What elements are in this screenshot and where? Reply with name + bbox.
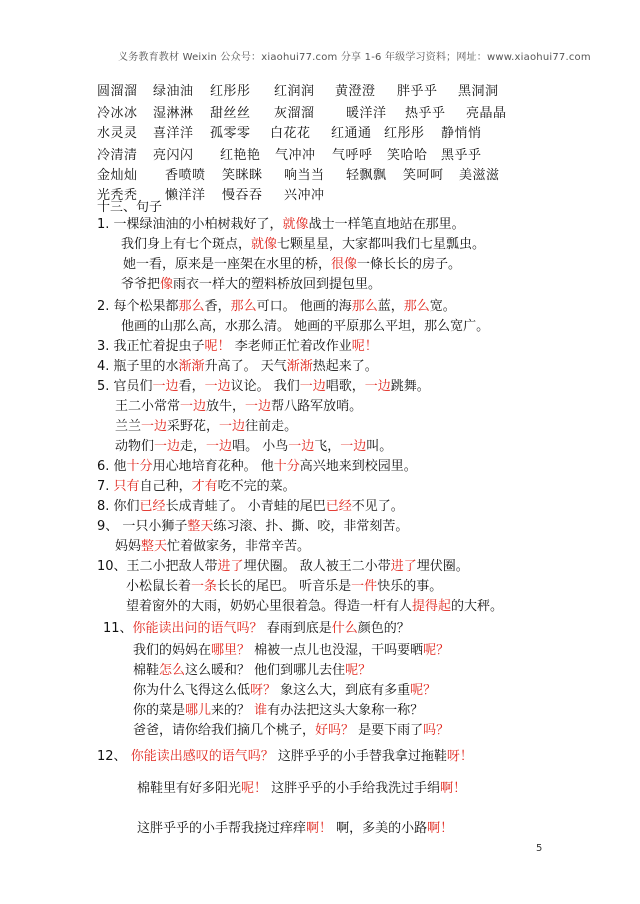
sentence-line [133, 723, 449, 739]
highlight-text: 就像 [282, 217, 309, 232]
highlight-text: 谁 [254, 703, 268, 718]
sentence-text: 6. 他 [97, 459, 127, 474]
word-item: 黄澄澄 [335, 84, 376, 99]
sentence-text: 小松鼠长着 [126, 579, 192, 594]
sentence-line [133, 683, 436, 699]
highlight-text: 只有 [113, 479, 140, 494]
sentence-text: 7. [97, 479, 114, 494]
word-item: 喜洋洋 [153, 126, 194, 141]
sentence-text: 可口。 他画的海 [256, 299, 352, 314]
sentence-text: 走， [180, 439, 207, 454]
highlight-text: 渐渐 [286, 359, 313, 374]
sentence-text: 春雨到底是 [262, 621, 332, 636]
sentence-text: 往前走。 [245, 419, 298, 434]
sentence-text: 爸爸，请你给我们摘几个桃子， [133, 723, 316, 738]
word-item: 轻飘飘 [346, 168, 387, 183]
word-item: 甜丝丝 [210, 106, 251, 121]
word-item: 懒洋洋 [165, 188, 206, 203]
highlight-text: 一边 [364, 379, 391, 394]
sentence-text: 看， [178, 379, 205, 394]
word-item: 笑眯眯 [222, 168, 263, 183]
sentence-text: 3. 我正忙着捉虫子 [97, 339, 205, 354]
sentence-text: 唱歌， [325, 379, 365, 394]
sentence-text: 是要下雨了 [354, 723, 424, 738]
highlight-text: 呢！ [204, 339, 231, 354]
sentence-text: 议论。 我们 [230, 379, 300, 394]
word-item: 冷清清 [97, 148, 138, 163]
sentence-text: 动物们 [115, 439, 155, 454]
word-item: 美滋滋 [459, 168, 500, 183]
sentence-text: 有办法把这头大象称一称？ [267, 703, 424, 718]
sentence-text: 8. 你们 [97, 499, 140, 514]
word-item: 黑乎乎 [441, 148, 482, 163]
page-header: 义务教育教材 Weixin 公众号：xiaohui77.com 分享 1-6 年级学习资料；网址：www.xiaohui77.com [118, 52, 591, 63]
word-item: 兴冲冲 [284, 188, 325, 203]
highlight-text: 那么 [230, 299, 257, 314]
sentence-text: 七颗星星，大家都叫我们七星瓢虫。 [277, 237, 486, 252]
sentence-text: 战士一样笔直地站在那里。 [308, 217, 465, 232]
sentence-line [137, 821, 453, 837]
sentence-text: 飞， [314, 439, 341, 454]
highlight-text: 一边 [180, 399, 207, 414]
highlight-text: 十分 [273, 459, 300, 474]
highlight-text: 啊！ [440, 781, 467, 796]
highlight-text: 很像 [331, 257, 358, 272]
sentence-line [123, 257, 461, 273]
sentence-line [121, 237, 485, 253]
sentence-line [103, 621, 410, 637]
word-item: 红彤彤 [384, 126, 425, 141]
sentence-line [133, 663, 371, 679]
highlight-text: 十分 [126, 459, 153, 474]
word-item: 香喷喷 [165, 168, 206, 183]
sentence-text: 你为什么飞得这么低 [133, 683, 251, 698]
highlight-text: 那么 [351, 299, 378, 314]
highlight-text: 你能读出问的语气吗？ [132, 621, 263, 636]
word-item: 红润润 [274, 84, 315, 99]
highlight-text: 呢？ [345, 663, 372, 678]
sentence-text: 棉鞋 [133, 663, 160, 678]
highlight-text: 一边 [204, 379, 231, 394]
highlight-text: 进了 [390, 559, 417, 574]
sentence-line [97, 217, 465, 233]
word-item: 冷冰冰 [97, 106, 138, 121]
sentence-line [115, 539, 310, 555]
sentence-text: 颜色的？ [357, 621, 410, 636]
word-item: 胖乎乎 [397, 84, 438, 99]
sentence-text: 长长的尾巴。 听音乐是 [217, 579, 352, 594]
sentence-line [126, 579, 442, 595]
sentence-line [97, 379, 430, 395]
sentence-text: 埋伏圈。 敌人被王二小带 [243, 559, 391, 574]
sentence-text: 高兴地来到校园里。 [299, 459, 417, 474]
sentence-line [115, 419, 297, 435]
highlight-text: 渐渐 [178, 359, 205, 374]
sentence-text: 这胖乎乎的小手帮我挠过痒痒 [137, 821, 307, 836]
sentence-line [137, 781, 466, 797]
sentence-text: 用心地培育花种。 他 [152, 459, 274, 474]
word-item: 笑哈哈 [387, 148, 428, 163]
highlight-text: 已经 [325, 499, 352, 514]
sentence-text: 这胖乎乎的小手给我洗过手绢 [267, 781, 441, 796]
word-item: 绿油油 [153, 84, 194, 99]
highlight-text: 整天 [141, 539, 168, 554]
sentence-text: 采野花， [167, 419, 220, 434]
sentence-text: 王二小常常 [115, 399, 181, 414]
word-item: 灰溜溜 [274, 106, 315, 121]
highlight-text: 一边 [141, 419, 168, 434]
highlight-text: 呀？ [250, 683, 277, 698]
sentence-line [97, 479, 296, 495]
highlight-text: 一边 [219, 419, 246, 434]
sentence-text: 她一看，原来是一座架在水里的桥， [123, 257, 332, 272]
highlight-text: 呀！ [446, 749, 473, 764]
highlight-text: 像 [160, 277, 174, 292]
sentence-line [133, 643, 449, 659]
word-item: 气冲冲 [275, 148, 316, 163]
sentence-line [97, 499, 404, 515]
sentence-text: 你的菜是 [133, 703, 186, 718]
sentence-text: 我们身上有七个斑点， [121, 237, 252, 252]
sentence-text: 升高了。 天气 [204, 359, 287, 374]
sentence-line [97, 339, 378, 355]
sentence-line [121, 319, 489, 335]
sentence-line [121, 277, 381, 293]
word-item: 红通通 [331, 126, 372, 141]
sentence-text: 帮八路军放哨。 [271, 399, 363, 414]
sentence-text: 放牛， [206, 399, 246, 414]
sentence-text: 他画的山那么高，水那么清。 她画的平原那么平坦，那么宽广。 [121, 319, 490, 334]
highlight-text: 那么 [178, 299, 205, 314]
sentence-line [97, 519, 408, 535]
word-item: 金灿灿 [97, 168, 138, 183]
sentence-line [115, 399, 362, 415]
sentence-text: 蓝， [377, 299, 404, 314]
highlight-text: 呢？ [410, 683, 437, 698]
highlight-text: 你能读出感叹的语气吗？ [130, 749, 274, 764]
highlight-text: 一条 [191, 579, 218, 594]
highlight-text: 一边 [206, 439, 233, 454]
word-item: 白花花 [270, 126, 311, 141]
highlight-text: 一边 [299, 379, 326, 394]
sentence-line [97, 559, 469, 575]
sentence-text: 棉被一点儿也没湿，干吗要晒 [250, 643, 424, 658]
highlight-text: 已经 [139, 499, 166, 514]
page-number: 5 [536, 843, 543, 854]
sentence-text: 啊，多美的小路 [332, 821, 428, 836]
highlight-text: 一边 [245, 399, 272, 414]
sentence-text: 10、王二小把敌人带 [97, 559, 218, 574]
word-item: 红彤彤 [210, 84, 251, 99]
sentence-text: 4. 瓶子里的水 [97, 359, 179, 374]
sentence-text: 香， [204, 299, 231, 314]
sentence-line [97, 299, 456, 315]
sentence-text: 9、 一只小狮子 [97, 519, 188, 534]
highlight-text: 哪儿 [185, 703, 212, 718]
sentence-line [133, 703, 423, 719]
sentence-line [97, 459, 417, 475]
highlight-text: 呢！ [351, 339, 378, 354]
word-item: 笑呵呵 [403, 168, 444, 183]
highlight-text: 提得起 [412, 599, 452, 614]
highlight-text: 就像 [251, 237, 278, 252]
word-item: 红艳艳 [220, 148, 261, 163]
word-item: 孤零零 [210, 126, 251, 141]
highlight-text: 什么 [331, 621, 358, 636]
word-item: 响当当 [284, 168, 325, 183]
highlight-text: 好吗？ [315, 723, 355, 738]
highlight-text: 一边 [154, 439, 181, 454]
sentence-text: 象这么大，到底有多重 [276, 683, 411, 698]
highlight-text: 才有 [191, 479, 218, 494]
sentence-text: 李老师正忙着改作业 [230, 339, 352, 354]
sentence-text: 兰兰 [115, 419, 142, 434]
highlight-text: 一件 [351, 579, 378, 594]
word-item: 水灵灵 [97, 126, 138, 141]
highlight-text: 一边 [340, 439, 367, 454]
word-item: 气呼呼 [332, 148, 373, 163]
sentence-text: 雨衣一样大的塑料桥放回到提包里。 [173, 277, 382, 292]
sentence-text: 跳舞。 [390, 379, 430, 394]
highlight-text: 进了 [217, 559, 244, 574]
sentence-text: 不见了。 [351, 499, 404, 514]
sentence-text: 2. 每个松果都 [97, 299, 179, 314]
highlight-text: 呢？ [423, 643, 450, 658]
sentence-text: 自己种， [139, 479, 192, 494]
sentence-line [126, 599, 503, 615]
sentence-text: 叫。 [366, 439, 393, 454]
highlight-text: 那么 [403, 299, 430, 314]
word-item: 光秃秃 [97, 188, 138, 203]
highlight-text: 整天 [187, 519, 214, 534]
sentence-text: 1. 一棵绿油油的小柏树栽好了， [97, 217, 283, 232]
sentence-line [97, 749, 473, 765]
highlight-text: 一边 [288, 439, 315, 454]
sentence-text: 这胖乎乎的小手替我拿过拖鞋 [273, 749, 447, 764]
word-item: 圆溜溜 [97, 84, 138, 99]
sentence-text: 爷爷把 [121, 277, 161, 292]
sentence-text: 11、 [103, 621, 133, 636]
highlight-text: 啊！ [306, 821, 333, 836]
sentence-text: 长成青蛙了。 小青蛙的尾巴 [165, 499, 326, 514]
word-item: 湿淋淋 [153, 106, 194, 121]
highlight-text: 哪里？ [211, 643, 251, 658]
highlight-text: 一边 [152, 379, 179, 394]
sentence-text: 的大秤。 [451, 599, 504, 614]
sentence-text: 吃不完的菜。 [217, 479, 296, 494]
highlight-text: 啊！ [427, 821, 454, 836]
highlight-text: 怎么 [159, 663, 186, 678]
sentence-text: 这么暖和？ 他们到哪儿去住 [185, 663, 346, 678]
highlight-text: 呢！ [241, 781, 268, 796]
sentence-text: 棉鞋里有好多阳光 [137, 781, 242, 796]
section-title: 十三、句子 [97, 200, 163, 215]
sentence-text: 望着窗外的大雨，奶奶心里很着急。得造一杆有人 [126, 599, 413, 614]
sentence-text: 来的？ [211, 703, 255, 718]
sentence-text: 宽。 [429, 299, 456, 314]
sentence-text: 5. 官员们 [97, 379, 153, 394]
word-item: 热乎乎 [405, 106, 446, 121]
sentence-text: 埋伏圈。 [416, 559, 469, 574]
word-item: 慢吞吞 [222, 188, 263, 203]
sentence-text: 12、 [97, 749, 131, 764]
sentence-text: 快乐的事。 [377, 579, 443, 594]
sentence-text: 热起来了。 [312, 359, 378, 374]
word-item: 黑洞洞 [458, 84, 499, 99]
sentence-text: 唱。 小鸟 [232, 439, 289, 454]
sentence-line [115, 439, 392, 455]
word-item: 暖洋洋 [346, 106, 387, 121]
word-item: 亮闪闪 [153, 148, 194, 163]
sentence-text: 我们的妈妈在 [133, 643, 212, 658]
sentence-text: 妈妈 [115, 539, 142, 554]
sentence-text: 一條长长的房子。 [357, 257, 462, 272]
sentence-text: 忙着做家务，非常辛苦。 [167, 539, 311, 554]
sentence-text: 练习滚、扑、撕、咬，非常刻苦。 [213, 519, 409, 534]
word-item: 亮晶晶 [466, 106, 507, 121]
word-item: 静悄悄 [441, 126, 482, 141]
sentence-line [97, 359, 378, 375]
highlight-text: 吗？ [423, 723, 450, 738]
